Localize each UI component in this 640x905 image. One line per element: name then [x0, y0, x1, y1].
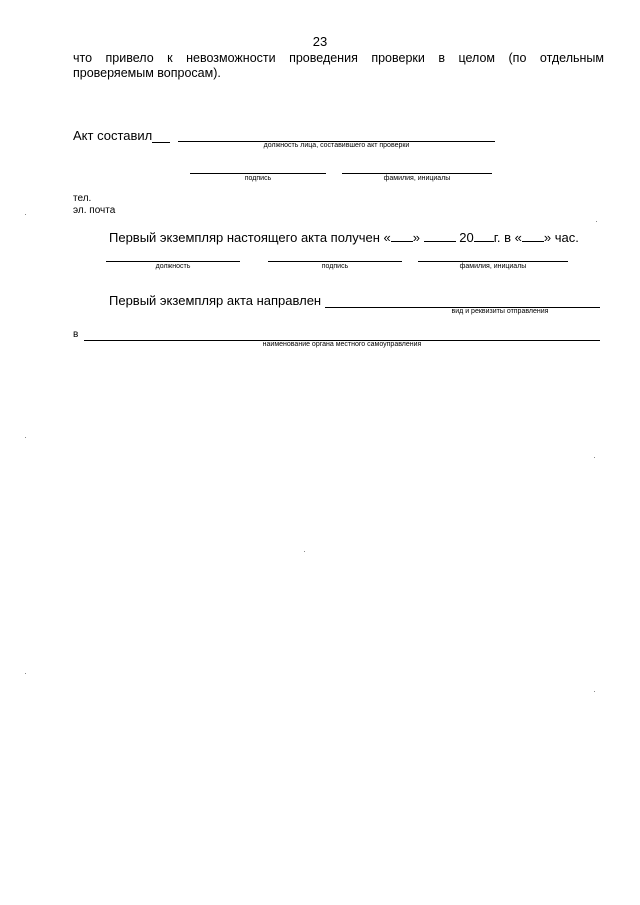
hour-blank [522, 241, 544, 242]
month-blank [424, 241, 456, 242]
year-prefix: 20 [459, 230, 474, 245]
hour-suffix: » час. [543, 230, 579, 245]
recipient-position-line [106, 261, 240, 262]
caption-recipient-position: должность [155, 263, 191, 270]
scan-speck [304, 551, 305, 552]
paragraph-line-1: что привело к невозможности проведения проверки в целом (по отдельным [73, 51, 604, 65]
scan-speck [25, 673, 26, 674]
caption-recipient-name: фамилия, инициалы [459, 263, 527, 270]
caption-authority: наименование органа местного самоуправления [262, 341, 422, 348]
phone-label: тел. [73, 193, 92, 204]
scan-speck [596, 221, 597, 222]
compiler-name-line [342, 173, 492, 174]
day-blank [391, 241, 413, 242]
caption-compiler-name: фамилия, инициалы [383, 175, 451, 182]
scan-speck [594, 691, 595, 692]
act-compiled-label: Акт составил [73, 128, 153, 143]
caption-compiler-signature: подпись [244, 175, 272, 182]
compiler-signature-line [190, 173, 326, 174]
scan-speck [594, 457, 595, 458]
page-number: 23 [312, 34, 328, 49]
act-compiled-short-line [152, 142, 170, 143]
first-copy-received-line [109, 230, 579, 245]
recipient-signature-line [268, 261, 402, 262]
year-blank [474, 241, 494, 242]
received-quote-close: » [412, 230, 420, 245]
caption-recipient-signature: подпись [321, 263, 349, 270]
caption-sending-method: вид и реквизиты отправления [451, 308, 549, 315]
opening-paragraph [73, 51, 604, 81]
scan-speck [25, 214, 26, 215]
received-prefix: Первый экземпляр настоящего акта получен « [109, 230, 391, 245]
scan-speck [25, 437, 26, 438]
caption-compiler-position: должность лица, составившего акт проверки [263, 142, 410, 149]
year-suffix: г. в « [493, 230, 522, 245]
recipient-name-line [418, 261, 568, 262]
to-label: в [73, 329, 79, 340]
email-label: эл. почта [73, 205, 116, 216]
paragraph-line-2: проверяемым вопросам). [73, 66, 221, 80]
first-copy-sent-label: Первый экземпляр акта направлен [109, 293, 322, 308]
